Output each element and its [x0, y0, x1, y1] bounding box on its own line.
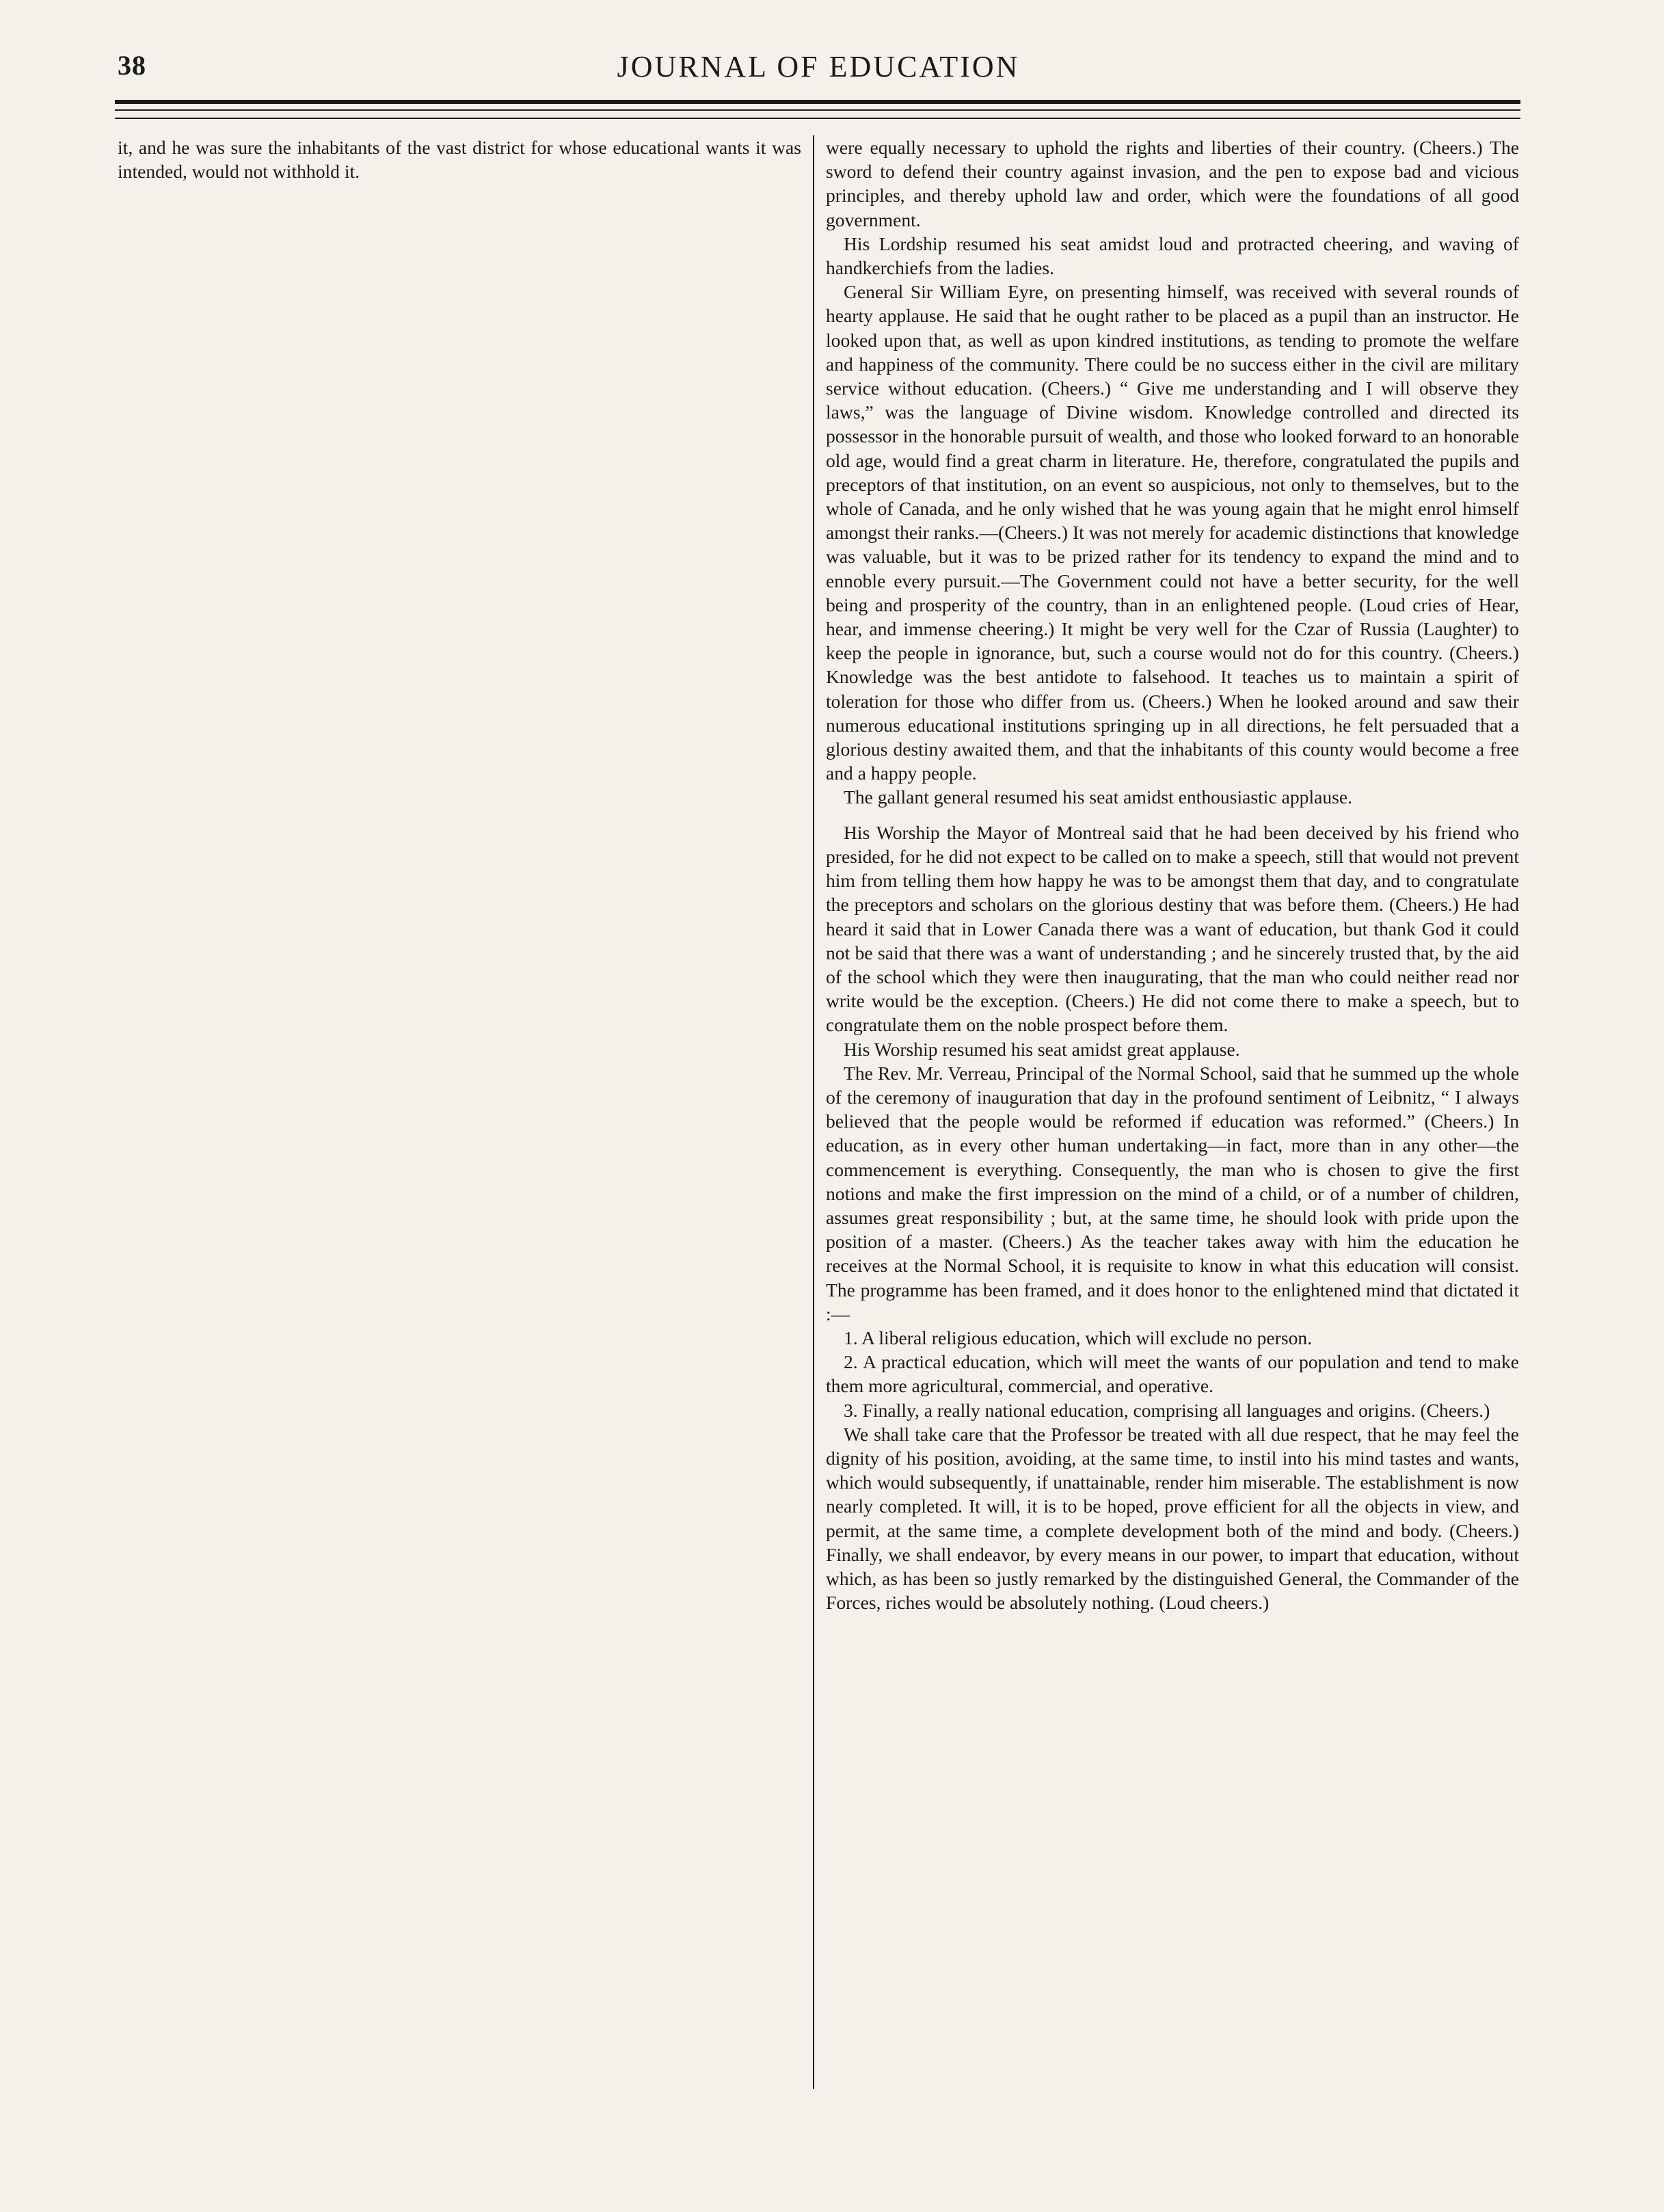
programme-list-item: 2. A practical education, which will meet the wants of our population and tend to make them more agricultural, commercial, and operative. [826, 1351, 1519, 1397]
programme-list-item: 1. A liberal religious education, which will exclude no person. [844, 1327, 1313, 1348]
header-rule-thin [115, 109, 1520, 111]
left-paragraph: it, and he was sure the inhabitants of the vast district for whose educational wants it was intended, would not withhold it. [118, 137, 801, 183]
header-rule-thin-lower [115, 118, 1520, 119]
right-paragraph: The gallant general resumed his seat amidst enthousiastic applause. [844, 786, 1353, 808]
text-columns [118, 135, 1519, 2089]
right-paragraph: The Rev. Mr. Verreau, Principal of the Normal School, said that he summed up the whole of the ceremony of inauguration that day in the profound sentiment of Leibnitz, “ I always believed that the people would be reformed if education was reformed.” (Cheers.) In education, as in every other human undertaking—in fact, more than in any other—the commencement is everything. Consequently, the man who is chosen to give the first notions and make the first impression on the mind of a child, or of a number of children, assumes great responsibility ; but, at the same time, he should look with pride upon the position of a master. (Cheers.) As the teacher takes away with him the education he receives at the Normal School, it is requisite to know in what this education will consist. The programme has been framed, and it does honor to the enlightened mind that dictated it :— [826, 1062, 1519, 1324]
journal-title: JOURNAL OF EDUCATION [617, 50, 1020, 83]
closing-paragraph: We shall take care that the Professor be treated with all due respect, that he may feel the dignity of his position, avoiding, at the same time, to instil into his mind tastes and wants, which would subsequently, if unattainable, render him miserable. The establishment is now nearly completed. It will, it is to be hoped, prove efficient for all the objects in view, and permit, at the same time, a complete development both of the mind and body. (Cheers.) Finally, we shall endeavor, by every means in our power, to impart that education, without which, as has been so justly remarked by the distinguished General, the Commander of the Forces, riches would be absolutely nothing. (Loud cheers.) [826, 1423, 1519, 1614]
header-rule-thick [115, 100, 1520, 104]
programme-list-item: 3. Finally, a really national education, comprising all languages and origins. (Cheers.) [844, 1399, 1490, 1421]
right-paragraph: His Worship resumed his seat amidst great applause. [844, 1038, 1240, 1060]
column-divider [813, 135, 814, 2089]
left-column [118, 135, 801, 2089]
running-head [118, 49, 1519, 88]
right-column [826, 135, 1519, 2089]
right-paragraph: were equally necessary to uphold the rights and liberties of their country. (Cheers.) The sword to defend their country against invasion, and the pen to expose bad and vicious principles, and thereby uphold law and order, which were the foundations of all good government. [826, 137, 1519, 230]
page-number: 38 [118, 50, 146, 81]
right-paragraph: General Sir William Eyre, on presenting himself, was received with several rounds of hearty applause. He said that he ought rather to be placed as a pupil than an instructor. He looked upon that, as well as upon kindred institutions, as tending to promote the welfare and happiness of the community. There could be no success either in the civil are military service without education. (Cheers.) “ Give me understanding and I will observe they laws,” was the language of Divine wisdom. Knowledge controlled and directed its possessor in the honorable pursuit of wealth, and those who looked forward to an honorable old age, would find a great charm in literature. He, therefore, congratulated the pupils and preceptors of that institution, on an event so auspicious, not only to themselves, but to the whole of Canada, and he only wished that he was young again that he might enrol himself amongst their ranks.—(Cheers.) It was not merely for academic distinctions that knowledge was valuable, but it was to be prized rather for its tendency to expand the mind and to ennoble every pursuit.—The Government could not have a better security, for the well being and prosperity of the country, than in an enlightened people. (Loud cries of Hear, hear, and immense cheering.) It might be very well for the Czar of Russia (Laughter) to keep the people in ignorance, but, such a course would not do for this country. (Cheers.) Knowledge was the best antidote to falsehood. It teaches us to maintain a spirit of toleration for those who differ from us. (Cheers.) When he looked around and saw their numerous educational institutions springing up in all directions, he felt persuaded that a glorious destiny awaited them, and that the inhabitants of this county would become a free and a happy people. [826, 281, 1519, 784]
right-paragraph: His Worship the Mayor of Montreal said that he had been deceived by his friend who presided, for he did not expect to be called on to make a speech, still that would not prevent him from telling them how happy he was to be amongst them that day, and to congratulate the preceptors and scholars on the glorious destiny that was before them. (Cheers.) He had heard it said that in Lower Canada there was a want of education, but thank God it could not be said that there was a want of understanding ; and he sincerely trusted that, by the aid of the school which they were then inaugurating, that the man who could neither read nor write would be the exception. (Cheers.) He did not come there to make a speech, but to congratulate them on the noble prospect before them. [826, 821, 1519, 1036]
right-paragraph: His Lordship resumed his seat amidst loud and protracted cheering, and waving of handkerchiefs from the ladies. [826, 232, 1519, 279]
